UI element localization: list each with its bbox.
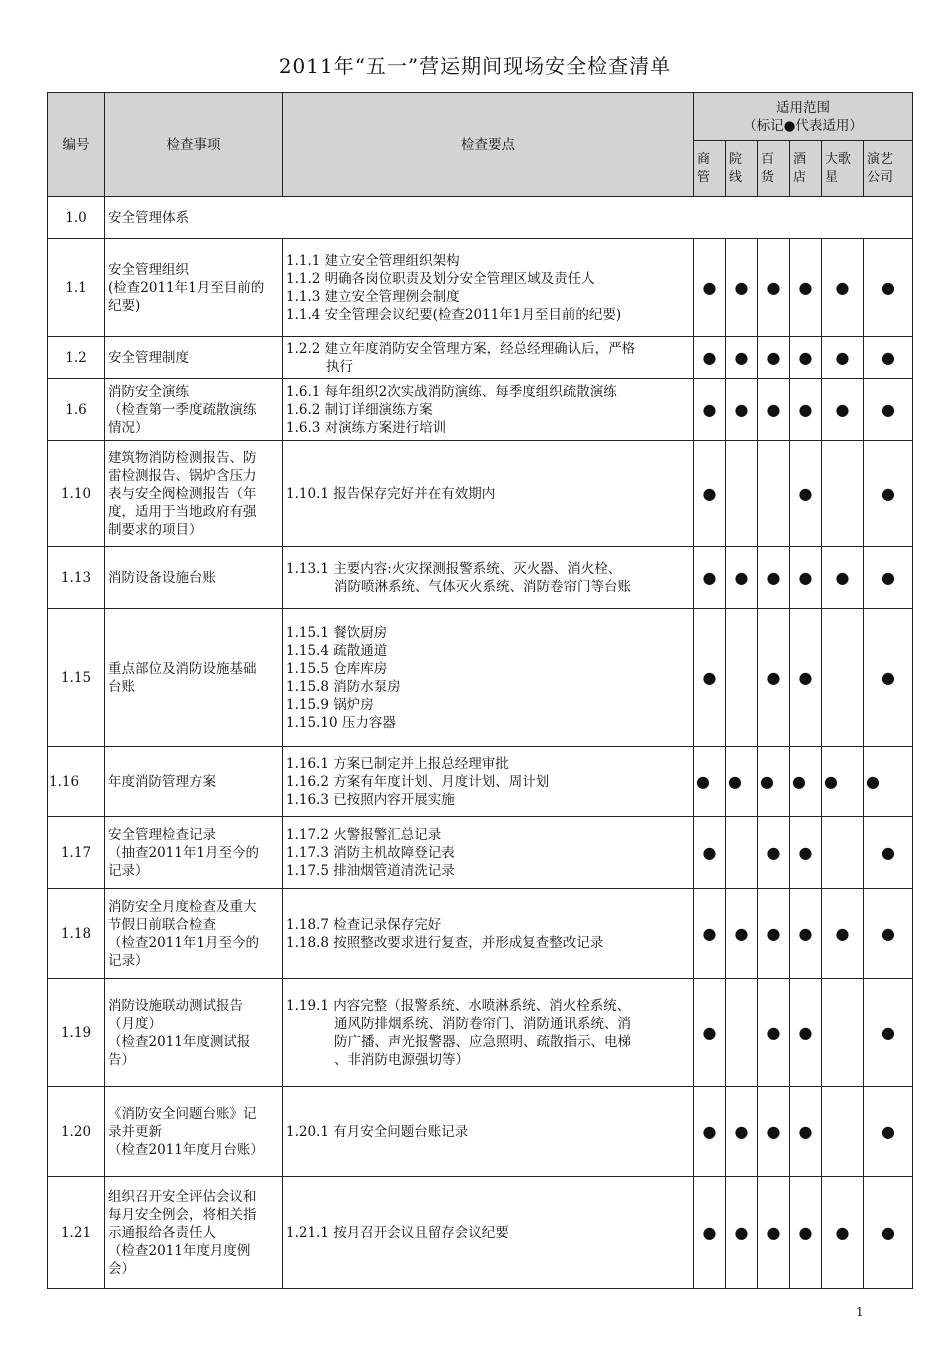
applicability-mark: [726, 441, 758, 547]
check-point-line: 1.16.3 已按照内容开展实施: [286, 791, 455, 808]
check-point-line: 1.19.1 内容完整（报警系统、水喷淋系统、消火栓系统、: [286, 997, 631, 1014]
check-point-line: 1.20.1 有月安全问题台账记录: [286, 1123, 469, 1140]
page-title: 2011年“五一”营运期间现场安全检查清单: [278, 54, 672, 78]
check-point-line: 1.15.5 仓库库房: [286, 660, 388, 677]
table-row: [48, 337, 913, 379]
applicability-mark: ●: [694, 239, 726, 337]
check-point-line: 1.6.1 每年组织2次实战消防演练、每季度组织疏散演练: [286, 383, 617, 400]
check-point-line: 1.1.2 明确各岗位职责及划分安全管理区域及责任人: [286, 270, 595, 287]
check-item-line: 年度消防管理方案: [108, 773, 216, 790]
check-item: [105, 547, 283, 609]
applicability-mark: ●: [726, 1177, 758, 1289]
applicability-mark: ●: [864, 747, 913, 817]
check-point-line: 1.21.1 按月召开会议且留存会议纪要: [286, 1224, 509, 1241]
check-item: [105, 1087, 283, 1177]
check-item-line: 消防设施联动测试报告: [108, 997, 243, 1014]
check-item-line: （检查第一季度疏散演练: [108, 401, 257, 418]
check-point-line: 1.16.1 方案已制定并上报总经理审批: [286, 755, 509, 772]
row-number: 1.16: [48, 747, 105, 817]
check-item-line: 会）: [108, 1260, 135, 1277]
applicability-mark: ●: [864, 337, 913, 379]
header-scope-col-line: 店: [793, 169, 807, 185]
applicability-mark: ●: [790, 379, 822, 441]
check-item-line: （月度）: [108, 1015, 162, 1032]
applicability-mark: [758, 441, 790, 547]
check-item-line: 建筑物消防检测报告、防: [108, 449, 257, 466]
applicability-mark: ●: [822, 889, 864, 979]
check-item-line: 安全管理检查记录: [108, 826, 216, 843]
row-number: 1.1: [48, 239, 105, 337]
check-item-line: （检查2011年1月至今的: [108, 934, 259, 951]
check-point-line: 1.15.9 锅炉房: [286, 696, 374, 713]
check-points: [283, 609, 694, 747]
check-point-line: 1.1.4 安全管理会议纪要(检查2011年1月至目前的纪要): [286, 306, 622, 323]
header-scope-col-line: 货: [761, 169, 775, 185]
table-row: [48, 441, 913, 547]
check-point-line: 1.18.8 按照整改要求进行复查，并形成复查整改记录: [286, 934, 604, 951]
check-item-line: 节假日前联合检查: [108, 916, 216, 933]
applicability-mark: ●: [694, 889, 726, 979]
check-point-line: 1.13.1 主要内容:火灾探测报警系统、灭火器、消火栓、: [286, 560, 622, 577]
header-scope: [694, 93, 913, 141]
check-item: [105, 889, 283, 979]
check-item: [105, 337, 283, 379]
applicability-mark: ●: [864, 547, 913, 609]
header-scope-col: [864, 141, 913, 197]
table-row: [48, 979, 913, 1087]
check-point-line: 1.15.1 餐饮厨房: [286, 624, 388, 641]
header-scope-col-line: 线: [729, 169, 743, 185]
applicability-mark: ●: [694, 1177, 726, 1289]
check-item-line: 消防设备设施台账: [108, 569, 216, 586]
check-item-line: 雷检测报告、锅炉含压力: [108, 467, 257, 484]
applicability-mark: [822, 817, 864, 889]
check-item-line: 表与安全阀检测报告（年: [108, 485, 257, 502]
check-item-line: 纪要): [108, 297, 141, 314]
header-scope-title: 适用范围: [776, 99, 831, 116]
page-number: 1: [856, 1305, 864, 1319]
check-item: [105, 1177, 283, 1289]
check-item-line: 情况）: [108, 419, 149, 436]
applicability-mark: ●: [758, 547, 790, 609]
check-item-line: 告）: [108, 1051, 135, 1068]
check-item: [105, 747, 283, 817]
section-no: 1.0: [48, 197, 105, 239]
check-item-line: 安全管理组织: [108, 261, 189, 278]
row-number: 1.18: [48, 889, 105, 979]
row-number: 1.13: [48, 547, 105, 609]
applicability-mark: ●: [790, 1087, 822, 1177]
applicability-mark: ●: [790, 547, 822, 609]
applicability-mark: ●: [726, 547, 758, 609]
applicability-mark: ●: [758, 239, 790, 337]
header-scope-col: [694, 141, 726, 197]
check-point-line: 1.1.3 建立安全管理例会制度: [286, 288, 460, 305]
header-scope-col-line: 商: [697, 151, 711, 167]
header-no: 编号: [48, 93, 105, 197]
check-point-line: 1.15.10 压力容器: [286, 714, 396, 731]
check-point-line: 、非消防电源强切等）: [334, 1051, 469, 1068]
applicability-mark: ●: [790, 889, 822, 979]
table-row: [48, 747, 913, 817]
check-point-line: 1.1.1 建立安全管理组织架构: [286, 252, 460, 269]
header-scope-col-line: 管: [697, 169, 711, 185]
applicability-mark: [726, 817, 758, 889]
applicability-mark: ●: [694, 547, 726, 609]
applicability-mark: ●: [864, 979, 913, 1087]
check-point-line: 消防喷淋系统、气体灭火系统、消防卷帘门等台账: [334, 578, 631, 595]
applicability-mark: ●: [726, 1087, 758, 1177]
applicability-mark: ●: [758, 817, 790, 889]
header-scope-col: [790, 141, 822, 197]
check-points: [283, 379, 694, 441]
check-item-line: 《消防安全问题台账》记: [108, 1105, 257, 1122]
check-item-line: 示通报给各责任人: [108, 1224, 216, 1241]
table-row: [48, 817, 913, 889]
check-point-line: 1.6.3 对演练方案进行培训: [286, 419, 447, 436]
applicability-mark: ●: [822, 1177, 864, 1289]
table-row: [48, 379, 913, 441]
check-item: [105, 979, 283, 1087]
applicability-mark: ●: [694, 441, 726, 547]
check-point-line: 1.10.1 报告保存完好并在有效期内: [286, 485, 496, 502]
applicability-mark: ●: [864, 441, 913, 547]
applicability-mark: ●: [822, 239, 864, 337]
check-item-line: （检查2011年度月度例: [108, 1242, 251, 1259]
check-points: [283, 747, 694, 817]
applicability-mark: ●: [694, 979, 726, 1087]
table-row: [48, 889, 913, 979]
applicability-mark: ●: [864, 379, 913, 441]
applicability-mark: ●: [694, 817, 726, 889]
applicability-mark: ●: [726, 889, 758, 979]
header-scope-col: [822, 141, 864, 197]
row-number: 1.15: [48, 609, 105, 747]
check-item-line: 重点部位及消防设施基础: [108, 660, 257, 677]
check-item: [105, 379, 283, 441]
applicability-mark: ●: [694, 337, 726, 379]
applicability-mark: ●: [790, 1177, 822, 1289]
applicability-mark: ●: [758, 979, 790, 1087]
applicability-mark: [726, 979, 758, 1087]
check-point-line: 1.6.2 制订详细演练方案: [286, 401, 433, 418]
check-item-line: 台账: [108, 678, 135, 695]
applicability-mark: ●: [694, 747, 726, 817]
applicability-mark: ●: [864, 239, 913, 337]
row-number: 1.10: [48, 441, 105, 547]
check-points: [283, 1087, 694, 1177]
check-item-line: 消防安全月度检查及重大: [108, 898, 257, 915]
applicability-mark: ●: [864, 817, 913, 889]
check-point-line: 1.15.8 消防水泵房: [286, 678, 401, 695]
check-item-line: （检查2011年度测试报: [108, 1033, 251, 1050]
table-row: [48, 609, 913, 747]
check-item-line: 组织召开安全评估会议和: [108, 1188, 257, 1205]
check-points: [283, 337, 694, 379]
check-point-line: 1.17.3 消防主机故障登记表: [286, 844, 455, 861]
header-scope-col-line: 星: [825, 169, 839, 185]
applicability-mark: ●: [726, 379, 758, 441]
applicability-mark: ●: [790, 817, 822, 889]
check-points: [283, 889, 694, 979]
applicability-mark: ●: [790, 747, 822, 817]
header-scope-note: （标记●代表适用）: [743, 117, 863, 134]
applicability-mark: ●: [822, 547, 864, 609]
applicability-mark: ●: [758, 747, 790, 817]
table-row: [48, 1177, 913, 1289]
applicability-mark: ●: [694, 1087, 726, 1177]
check-points: [283, 979, 694, 1087]
applicability-mark: [822, 441, 864, 547]
applicability-mark: ●: [822, 337, 864, 379]
check-point-line: 1.17.5 排油烟管道清洗记录: [286, 862, 455, 879]
applicability-mark: ●: [726, 747, 758, 817]
check-point-line: 防广播、声光报警器、应急照明、疏散指示、电梯: [334, 1033, 631, 1050]
check-item-line: 度，适用于当地政府有强: [108, 503, 257, 520]
applicability-mark: ●: [864, 889, 913, 979]
applicability-mark: ●: [758, 889, 790, 979]
check-item-line: 录并更新: [108, 1123, 162, 1140]
row-number: 1.17: [48, 817, 105, 889]
applicability-mark: [822, 1087, 864, 1177]
section-title: 安全管理体系: [105, 197, 913, 239]
row-number: 1.2: [48, 337, 105, 379]
applicability-mark: ●: [790, 609, 822, 747]
applicability-mark: [822, 609, 864, 747]
applicability-mark: ●: [822, 747, 864, 817]
check-item: [105, 239, 283, 337]
check-item: [105, 609, 283, 747]
check-item: [105, 817, 283, 889]
check-point-line: 1.17.2 火警报警汇总记录: [286, 826, 442, 843]
table-row: [48, 547, 913, 609]
check-item: [105, 441, 283, 547]
checklist-table: [47, 92, 913, 1289]
applicability-mark: ●: [864, 1087, 913, 1177]
row-number: 1.20: [48, 1087, 105, 1177]
check-item-line: 每月安全例会，将相关指: [108, 1206, 257, 1223]
header-scope-col: [758, 141, 790, 197]
row-number: 1.19: [48, 979, 105, 1087]
check-point-line: 1.15.4 疏散通道: [286, 642, 388, 659]
check-item-line: 制要求的项目）: [108, 521, 203, 538]
applicability-mark: ●: [864, 1177, 913, 1289]
check-item-line: 记录）: [108, 952, 149, 969]
header-scope-col-line: 院: [729, 151, 743, 167]
check-point-line: 1.18.7 检查记录保存完好: [286, 916, 442, 933]
header-scope-col-line: 演艺: [867, 151, 894, 167]
applicability-mark: ●: [758, 1087, 790, 1177]
applicability-mark: ●: [790, 239, 822, 337]
section-row: [48, 197, 913, 239]
applicability-mark: [726, 609, 758, 747]
header-scope-col-line: 公司: [867, 169, 894, 185]
row-number: 1.21: [48, 1177, 105, 1289]
applicability-mark: ●: [694, 609, 726, 747]
applicability-mark: ●: [726, 337, 758, 379]
check-point-line: 1.16.2 方案有年度计划、月度计划、周计划: [286, 773, 550, 790]
table-row: [48, 239, 913, 337]
check-item-line: (检查2011年1月至目前的: [108, 279, 265, 296]
check-points: [283, 441, 694, 547]
table-row: [48, 1087, 913, 1177]
row-number: 1.6: [48, 379, 105, 441]
applicability-mark: ●: [864, 609, 913, 747]
applicability-mark: ●: [822, 379, 864, 441]
header-scope-col-line: 百: [761, 151, 775, 167]
check-point-line: 1.2.2 建立年度消防安全管理方案，经总经理确认后，严格: [286, 340, 636, 357]
applicability-mark: ●: [790, 979, 822, 1087]
applicability-mark: ●: [694, 379, 726, 441]
check-item-line: （抽查2011年1月至今的: [108, 844, 259, 861]
check-points: [283, 547, 694, 609]
applicability-mark: ●: [758, 379, 790, 441]
header-item: 检查事项: [105, 93, 283, 197]
check-item-line: 消防安全演练: [108, 383, 189, 400]
check-point-line: 通风防排烟系统、消防卷帘门、消防通讯系统、消: [334, 1015, 631, 1032]
applicability-mark: ●: [758, 337, 790, 379]
check-point-line: 执行: [326, 358, 353, 375]
applicability-mark: ●: [726, 239, 758, 337]
header-scope-col: [726, 141, 758, 197]
applicability-mark: ●: [758, 1177, 790, 1289]
check-points: [283, 1177, 694, 1289]
check-points: [283, 817, 694, 889]
applicability-mark: [822, 979, 864, 1087]
check-item-line: （检查2011年度月台账）: [108, 1141, 264, 1158]
applicability-mark: ●: [758, 609, 790, 747]
check-points: [283, 239, 694, 337]
check-item-line: 安全管理制度: [108, 349, 189, 366]
header-scope-col-line: 大歌: [825, 151, 852, 167]
header-scope-col-line: 酒: [793, 151, 807, 167]
applicability-mark: ●: [790, 441, 822, 547]
check-item-line: 记录）: [108, 862, 149, 879]
header-points: 检查要点: [283, 93, 694, 197]
applicability-mark: ●: [790, 337, 822, 379]
